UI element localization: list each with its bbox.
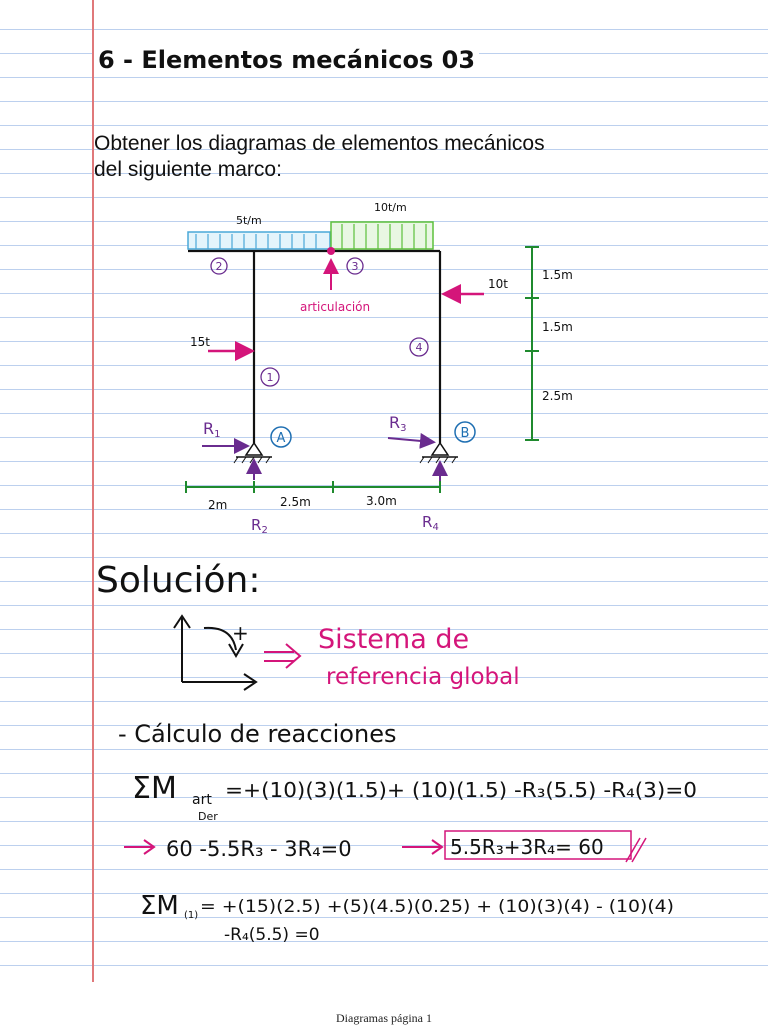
support-b (420, 443, 458, 463)
solution-heading: Solución: (96, 560, 261, 601)
svg-text:art: art (192, 792, 212, 808)
member-4-label: 4 (415, 341, 423, 354)
dim-h3-label: 3.0m (366, 494, 397, 508)
vertical-dimension (525, 247, 539, 440)
force-10t-label: 10t (488, 277, 508, 291)
intro-line-1: Obtener los diagramas de elementos mecánicos (94, 132, 545, 155)
svg-text:= +(15)(2.5) +(5)(4.5)(0.25) +: = +(15)(2.5) +(5)(4.5)(0.25) + (10)(3)(4) - (10)(4) (200, 897, 674, 917)
svg-text:5.5R₃+3R₄= 60: 5.5R₃+3R₄= 60 (450, 835, 604, 859)
page-footer: Diagramas página 1 (336, 1011, 432, 1025)
dim-h1-label: 2m (208, 498, 228, 512)
frame-members (188, 251, 440, 443)
r2-label: $R_2$ (251, 516, 268, 536)
force-15t-label: 15t (190, 335, 210, 349)
section-heading: - Cálculo de reacciones (118, 720, 397, 748)
svg-text:ΣM: ΣM (140, 891, 179, 921)
support-a-label: A (276, 431, 286, 446)
dim-v1-label: 1.5m (542, 268, 573, 282)
support-b-label: B (460, 426, 470, 441)
dim-v3-label: 2.5m (542, 389, 573, 403)
r4-label: $R_4$ (422, 513, 439, 533)
hinge-dot (327, 247, 335, 255)
dim-v2-label: 1.5m (542, 320, 573, 334)
r1-label: R1 (203, 419, 221, 440)
svg-text:ΣM: ΣM (132, 771, 177, 806)
frame-diagram (186, 201, 573, 536)
svg-text:(1): (1) (184, 910, 199, 921)
axis-plus-label: + (232, 621, 249, 645)
horizontal-dimension (186, 481, 440, 493)
node-3-label: 3 (351, 260, 359, 273)
svg-text:=+(10)(3)(1.5)+ (10)(1.5) -R₃(: =+(10)(3)(1.5)+ (10)(1.5) -R₃(5.5) -R₄(3)=0 (225, 778, 697, 802)
load-right-label: 10t/m (374, 201, 407, 214)
page-title: 6 - Elementos mecánicos 03 (94, 44, 479, 76)
distributed-load-left (188, 232, 330, 249)
intro-line-2: del siguiente marco: (94, 158, 282, 181)
equation-1 (132, 771, 697, 823)
implies-arrow-icon (264, 644, 300, 668)
equation-2 (124, 831, 646, 862)
r3-label: R3 (389, 413, 407, 434)
reference-system-line-1: Sistema de (318, 624, 470, 655)
svg-text:-R₄(5.5) =0: -R₄(5.5) =0 (224, 925, 320, 945)
svg-text:Der: Der (198, 810, 218, 823)
hinge-label: articulación (300, 300, 371, 314)
dim-h2-label: 2.5m (280, 495, 311, 509)
svg-text:60 -5.5R₃ - 3R₄=0: 60 -5.5R₃ - 3R₄=0 (166, 837, 352, 861)
member-1-label: 1 (266, 371, 274, 384)
reference-system-line-2: referencia global (326, 664, 520, 690)
equation-3 (140, 891, 674, 945)
r3-arrow (388, 438, 432, 442)
distributed-load-right (331, 222, 433, 249)
load-left-label: 5t/m (236, 214, 262, 227)
node-2-label: 2 (215, 260, 223, 273)
